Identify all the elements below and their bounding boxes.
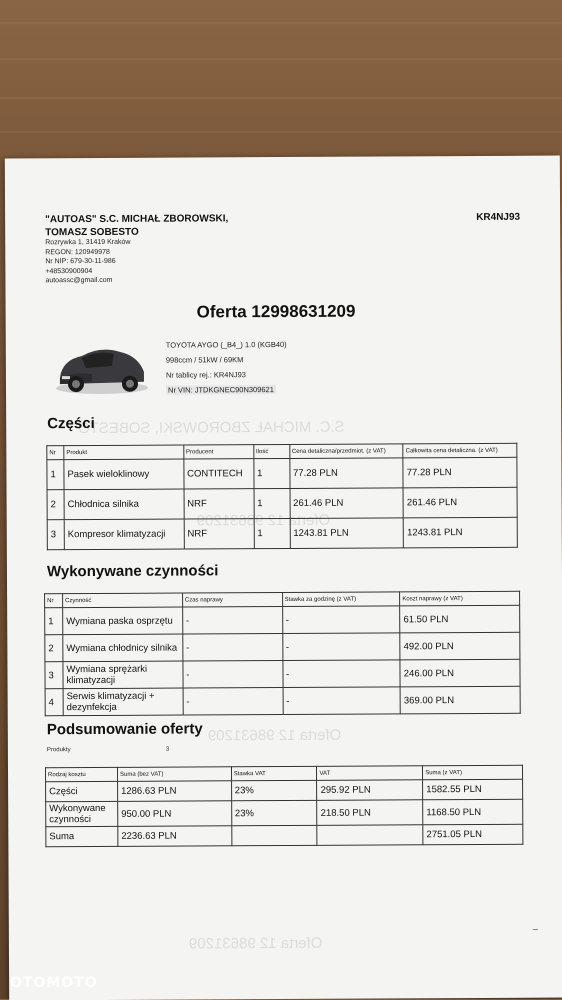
table-row: [45, 605, 520, 634]
vehicle-info: [166, 337, 287, 398]
parts-cell: 1: [254, 458, 290, 488]
parts-cell: 77.28 PLN: [289, 458, 403, 489]
table-row: [45, 659, 520, 688]
summary-cell: 2751.05 PLN: [423, 824, 523, 845]
company-email: autoassc@gmail.com: [45, 276, 113, 285]
parts-header-cell: Producent: [183, 445, 253, 459]
table-row: [46, 779, 523, 801]
table-row: [45, 686, 520, 715]
services-header-cell: Koszt naprawy (z VAT): [400, 591, 520, 606]
services-cell: Wymiana chłodnicy silnika: [63, 634, 183, 662]
services-cell: 1: [45, 608, 63, 635]
services-header-cell: Czynność: [63, 593, 183, 608]
summary-cell: 295.92 PLN: [317, 780, 423, 801]
parts-cell: NRF: [184, 519, 254, 549]
plate-header: KR4NJ93: [476, 211, 521, 223]
services-cell: Serwis klimatyzacji + dezynfekcja: [63, 688, 183, 716]
show-through-text: Oferta 12 98631209: [188, 934, 323, 953]
parts-cell: 2: [47, 490, 64, 520]
summary-heading: Podsumowanie oferty: [46, 720, 203, 739]
parts-cell: Kompresor klimatyzacji: [64, 519, 184, 550]
parts-cell: 1: [254, 518, 290, 548]
summary-cell: [317, 825, 423, 846]
services-cell: 4: [45, 689, 63, 716]
parts-cell: 1243.81 PLN: [403, 517, 517, 548]
services-cell: -: [283, 687, 401, 715]
show-through-text: Oferta 12 98631209: [196, 511, 331, 530]
show-through-text: Oferta 12 98631209: [207, 726, 342, 745]
parts-cell: 261.46 PLN: [290, 488, 404, 519]
services-cell: -: [282, 633, 400, 661]
summary-cell: 2236.63 PLN: [118, 826, 232, 847]
services-cell: -: [183, 661, 283, 689]
vehicle-engine: 998ccm / 51kW / 69KM: [165, 355, 244, 365]
parts-cell: NRF: [184, 489, 254, 519]
parts-cell: Chłodnica silnika: [64, 489, 184, 520]
services-cell: 2: [45, 635, 63, 662]
parts-header-cell: Całkowita cena detaliczna. (z VAT): [403, 443, 517, 458]
parts-heading: Części: [47, 414, 95, 433]
parts-header-cell: Produkt: [64, 445, 184, 460]
summary-header-cell: Suma (z VAT): [423, 765, 523, 780]
summary-header-cell: Rodzaj kosztu: [45, 767, 117, 781]
summary-cell: 23%: [231, 800, 317, 825]
summary-cell: 1168.50 PLN: [423, 799, 523, 825]
table-row: [47, 487, 517, 519]
parts-cell: CONTITECH: [184, 459, 254, 489]
services-cell: 492.00 PLN: [400, 632, 520, 660]
services-cell: -: [282, 660, 400, 688]
services-cell: -: [282, 606, 400, 634]
summary-cell: 1582.55 PLN: [423, 779, 523, 800]
services-cell: 246.00 PLN: [400, 659, 520, 687]
services-header-cell: Czas naprawy: [182, 593, 282, 608]
services-cell: 3: [45, 662, 63, 689]
summary-header-cell: Stawka VAT: [231, 766, 317, 780]
offer-paper: [5, 156, 562, 1000]
summary-cell: [231, 825, 317, 845]
table-row: [46, 824, 523, 846]
parts-cell: Pasek wieloklinowy: [64, 459, 184, 490]
summary-header-cell: VAT: [317, 766, 423, 781]
offer-title: Oferta 12998631209: [196, 301, 356, 322]
services-header-cell: Nr: [45, 594, 63, 608]
services-heading: Wykonywane czynności: [46, 562, 219, 581]
parts-cell: 77.28 PLN: [403, 457, 517, 488]
parts-cell: 3: [47, 520, 64, 550]
company-regon: REGON: 120949978: [45, 248, 110, 256]
services-cell: -: [182, 607, 282, 635]
show-through-text: S.C. MICHAŁ ZBOROWSKI, SOBESTO: [78, 418, 345, 438]
services-cell: 61.50 PLN: [400, 605, 520, 633]
parts-header-cell: Ilość: [253, 444, 289, 458]
company-details: [45, 238, 130, 286]
company-phone: +48530900904: [45, 267, 93, 275]
services-cell: Wymiana sprężarki klimatyzacji: [63, 661, 183, 689]
services-cell: -: [183, 688, 283, 716]
summary-cell: Części: [46, 781, 118, 801]
vehicle-plate: Nr tablicy rej.: KR4NJ93: [165, 370, 246, 380]
services-table: [44, 591, 521, 716]
company-address: Rozrywka 1, 31419 Kraków: [45, 238, 131, 247]
parts-header-cell: Cena detaliczna/przedmiot. (z VAT): [289, 444, 403, 459]
summary-cell: 1286.63 PLN: [118, 781, 232, 802]
summary-cell: Suma: [46, 826, 118, 846]
table-row: [47, 517, 517, 549]
vehicle-vin: Nr VIN: JTDKGNEC90N309621: [167, 385, 274, 395]
vehicle-model: TOYOTA AYGO (_B4_) 1.0 (KGB40): [165, 339, 287, 350]
table-row: [45, 632, 520, 661]
table-row: [47, 457, 517, 489]
corner-mark: –: [532, 923, 538, 934]
parts-cell: 1243.81 PLN: [290, 518, 404, 549]
services-cell: Wymiana paska osprzętu: [63, 607, 183, 635]
parts-cell: 1: [47, 460, 64, 490]
summary-table: [45, 765, 523, 848]
services-header-cell: Stawka za godzinę (z VAT): [282, 592, 400, 607]
summary-cell: 23%: [231, 780, 317, 800]
summary-cell: 950.00 PLN: [118, 801, 232, 827]
parts-table: [46, 443, 518, 550]
products-count: 3: [165, 746, 170, 753]
summary-header-cell: Suma (bez VAT): [117, 767, 231, 782]
services-cell: 369.00 PLN: [400, 686, 520, 714]
parts-header-cell: Nr: [47, 446, 64, 460]
car-photo: [52, 338, 152, 399]
otomoto-watermark: OTOMOTO: [10, 975, 98, 991]
services-cell: -: [183, 634, 283, 662]
parts-cell: 1: [254, 488, 290, 518]
company-name: "AUTOAS" S.C. MICHAŁ ZBOROWSKI, TOMASZ SOBESTO: [45, 213, 229, 239]
summary-cell: 218.50 PLN: [317, 800, 423, 826]
summary-cell: Wykonywane czynności: [46, 801, 118, 826]
parts-cell: 261.46 PLN: [403, 487, 517, 518]
products-label: Produkty: [46, 747, 71, 754]
company-nip: Nr NIP: 679-30-11-986: [45, 257, 116, 266]
table-row: [46, 799, 523, 826]
